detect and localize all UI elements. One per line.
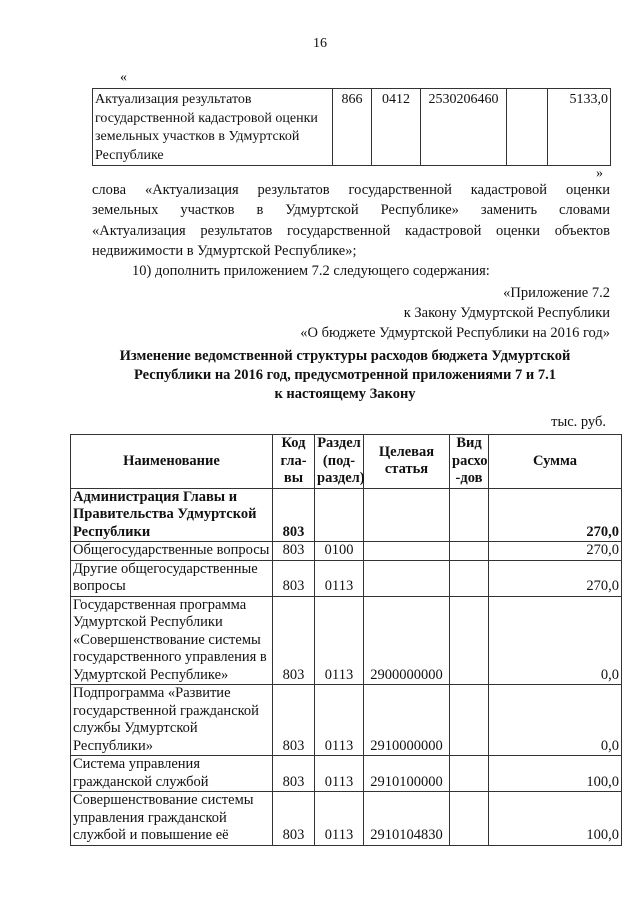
- cell-name: Подпрограмма «Развитие государственной гражданской службы Удмуртской Республики»: [71, 685, 273, 756]
- paragraph-line: земельных участков в Удмуртской Республике» заменить словами: [92, 202, 610, 219]
- cell-sum: 100,0: [489, 792, 622, 846]
- cell-target: [364, 560, 450, 596]
- cell-section: 0113: [315, 756, 364, 792]
- item-10: 10) дополнить приложением 7.2 следующего содержания:: [132, 263, 490, 280]
- header-type: Вид расхо -дов: [450, 435, 489, 489]
- cell-section: 0113: [315, 792, 364, 846]
- cell-target: 2900000000: [364, 596, 450, 685]
- cell-code: 803: [273, 685, 315, 756]
- cell-section: 0412: [372, 89, 421, 166]
- cell-code: 803: [273, 756, 315, 792]
- header-code: Код гла-вы: [273, 435, 315, 489]
- page-number: 16: [313, 36, 327, 51]
- close-quote: »: [596, 166, 603, 181]
- cell-sum: 100,0: [489, 756, 622, 792]
- amendment-paragraph: [92, 180, 610, 281]
- cell-code: 803: [273, 596, 315, 685]
- cell-sum: 0,0: [489, 685, 622, 756]
- old-row-table: [92, 88, 611, 166]
- cell-code: 803: [273, 488, 315, 542]
- paragraph-line: недвижимости в Удмуртской Республике»;: [92, 242, 357, 259]
- header-name: Наименование: [71, 435, 273, 489]
- table-row: [71, 756, 622, 792]
- cell-target: [364, 488, 450, 542]
- cell-target: 2530206460: [421, 89, 507, 166]
- appendix-line: «О бюджете Удмуртской Республики на 2016 год»: [300, 325, 610, 341]
- cell-name: Администрация Главы и Правительства Удмуртской Республики: [71, 488, 273, 542]
- cell-name: Совершенствование системы управления гражданской службой и повышение её: [71, 792, 273, 846]
- appendix-line: к Закону Удмуртской Республики: [403, 305, 610, 321]
- table-row: [71, 560, 622, 596]
- budget-table: [70, 434, 622, 846]
- header-section: Раздел (под-раздел): [315, 435, 364, 489]
- cell-name: Государственная программа Удмуртской Республики «Совершенствование системы государственного управления в Удмуртской Республике»: [71, 596, 273, 685]
- cell-section: 0113: [315, 560, 364, 596]
- cell-code: 866: [333, 89, 372, 166]
- cell-sum: 270,0: [489, 542, 622, 561]
- units-label: тыс. руб.: [551, 414, 606, 430]
- open-quote: «: [120, 70, 127, 85]
- cell-sum: 5133,0: [548, 89, 611, 166]
- header-target: Целевая статья: [364, 435, 450, 489]
- cell-type: [450, 560, 489, 596]
- table-row: [71, 488, 622, 542]
- cell-section: [315, 488, 364, 542]
- table-row: [71, 542, 622, 561]
- cell-target: 2910100000: [364, 756, 450, 792]
- cell-type: [450, 756, 489, 792]
- paragraph-line: слова «Актуализация результатов государственной кадастровой оценки: [92, 182, 610, 198]
- cell-type: [450, 685, 489, 756]
- cell-name: Другие общегосударственные вопросы: [71, 560, 273, 596]
- cell-name: Актуализация результатов государственной кадастровой оценки земельных участков в Удмуртской Республике: [93, 89, 333, 166]
- appendix-header: [300, 283, 610, 343]
- table-row: [71, 596, 622, 685]
- appendix-line: «Приложение 7.2: [503, 285, 610, 301]
- header-sum: Сумма: [489, 435, 622, 489]
- cell-target: 2910000000: [364, 685, 450, 756]
- cell-sum: 270,0: [489, 560, 622, 596]
- cell-code: 803: [273, 792, 315, 846]
- cell-name: Общегосударственные вопросы: [71, 542, 273, 561]
- cell-code: 803: [273, 560, 315, 596]
- cell-section: 0113: [315, 596, 364, 685]
- cell-target: 2910104830: [364, 792, 450, 846]
- cell-sum: 0,0: [489, 596, 622, 685]
- cell-sum: 270,0: [489, 488, 622, 542]
- cell-name: Система управления гражданской службой: [71, 756, 273, 792]
- document-title: [70, 347, 620, 404]
- table-row: [71, 685, 622, 756]
- title-line: Изменение ведомственной структуры расходов бюджета Удмуртской: [119, 348, 571, 364]
- table-header-row: [71, 435, 622, 489]
- cell-type: [450, 488, 489, 542]
- cell-section: 0100: [315, 542, 364, 561]
- cell-code: 803: [273, 542, 315, 561]
- table-row: [93, 89, 611, 166]
- cell-type: [450, 596, 489, 685]
- cell-section: 0113: [315, 685, 364, 756]
- cell-target: [364, 542, 450, 561]
- table-row: [71, 792, 622, 846]
- cell-type: [507, 89, 548, 166]
- title-line: к настоящему Закону: [274, 386, 416, 402]
- cell-type: [450, 542, 489, 561]
- cell-type: [450, 792, 489, 846]
- paragraph-line: «Актуализация результатов государственной кадастровой оценки объектов: [92, 222, 610, 239]
- title-line: Республики на 2016 год, предусмотренной приложениями 7 и 7.1: [133, 367, 556, 383]
